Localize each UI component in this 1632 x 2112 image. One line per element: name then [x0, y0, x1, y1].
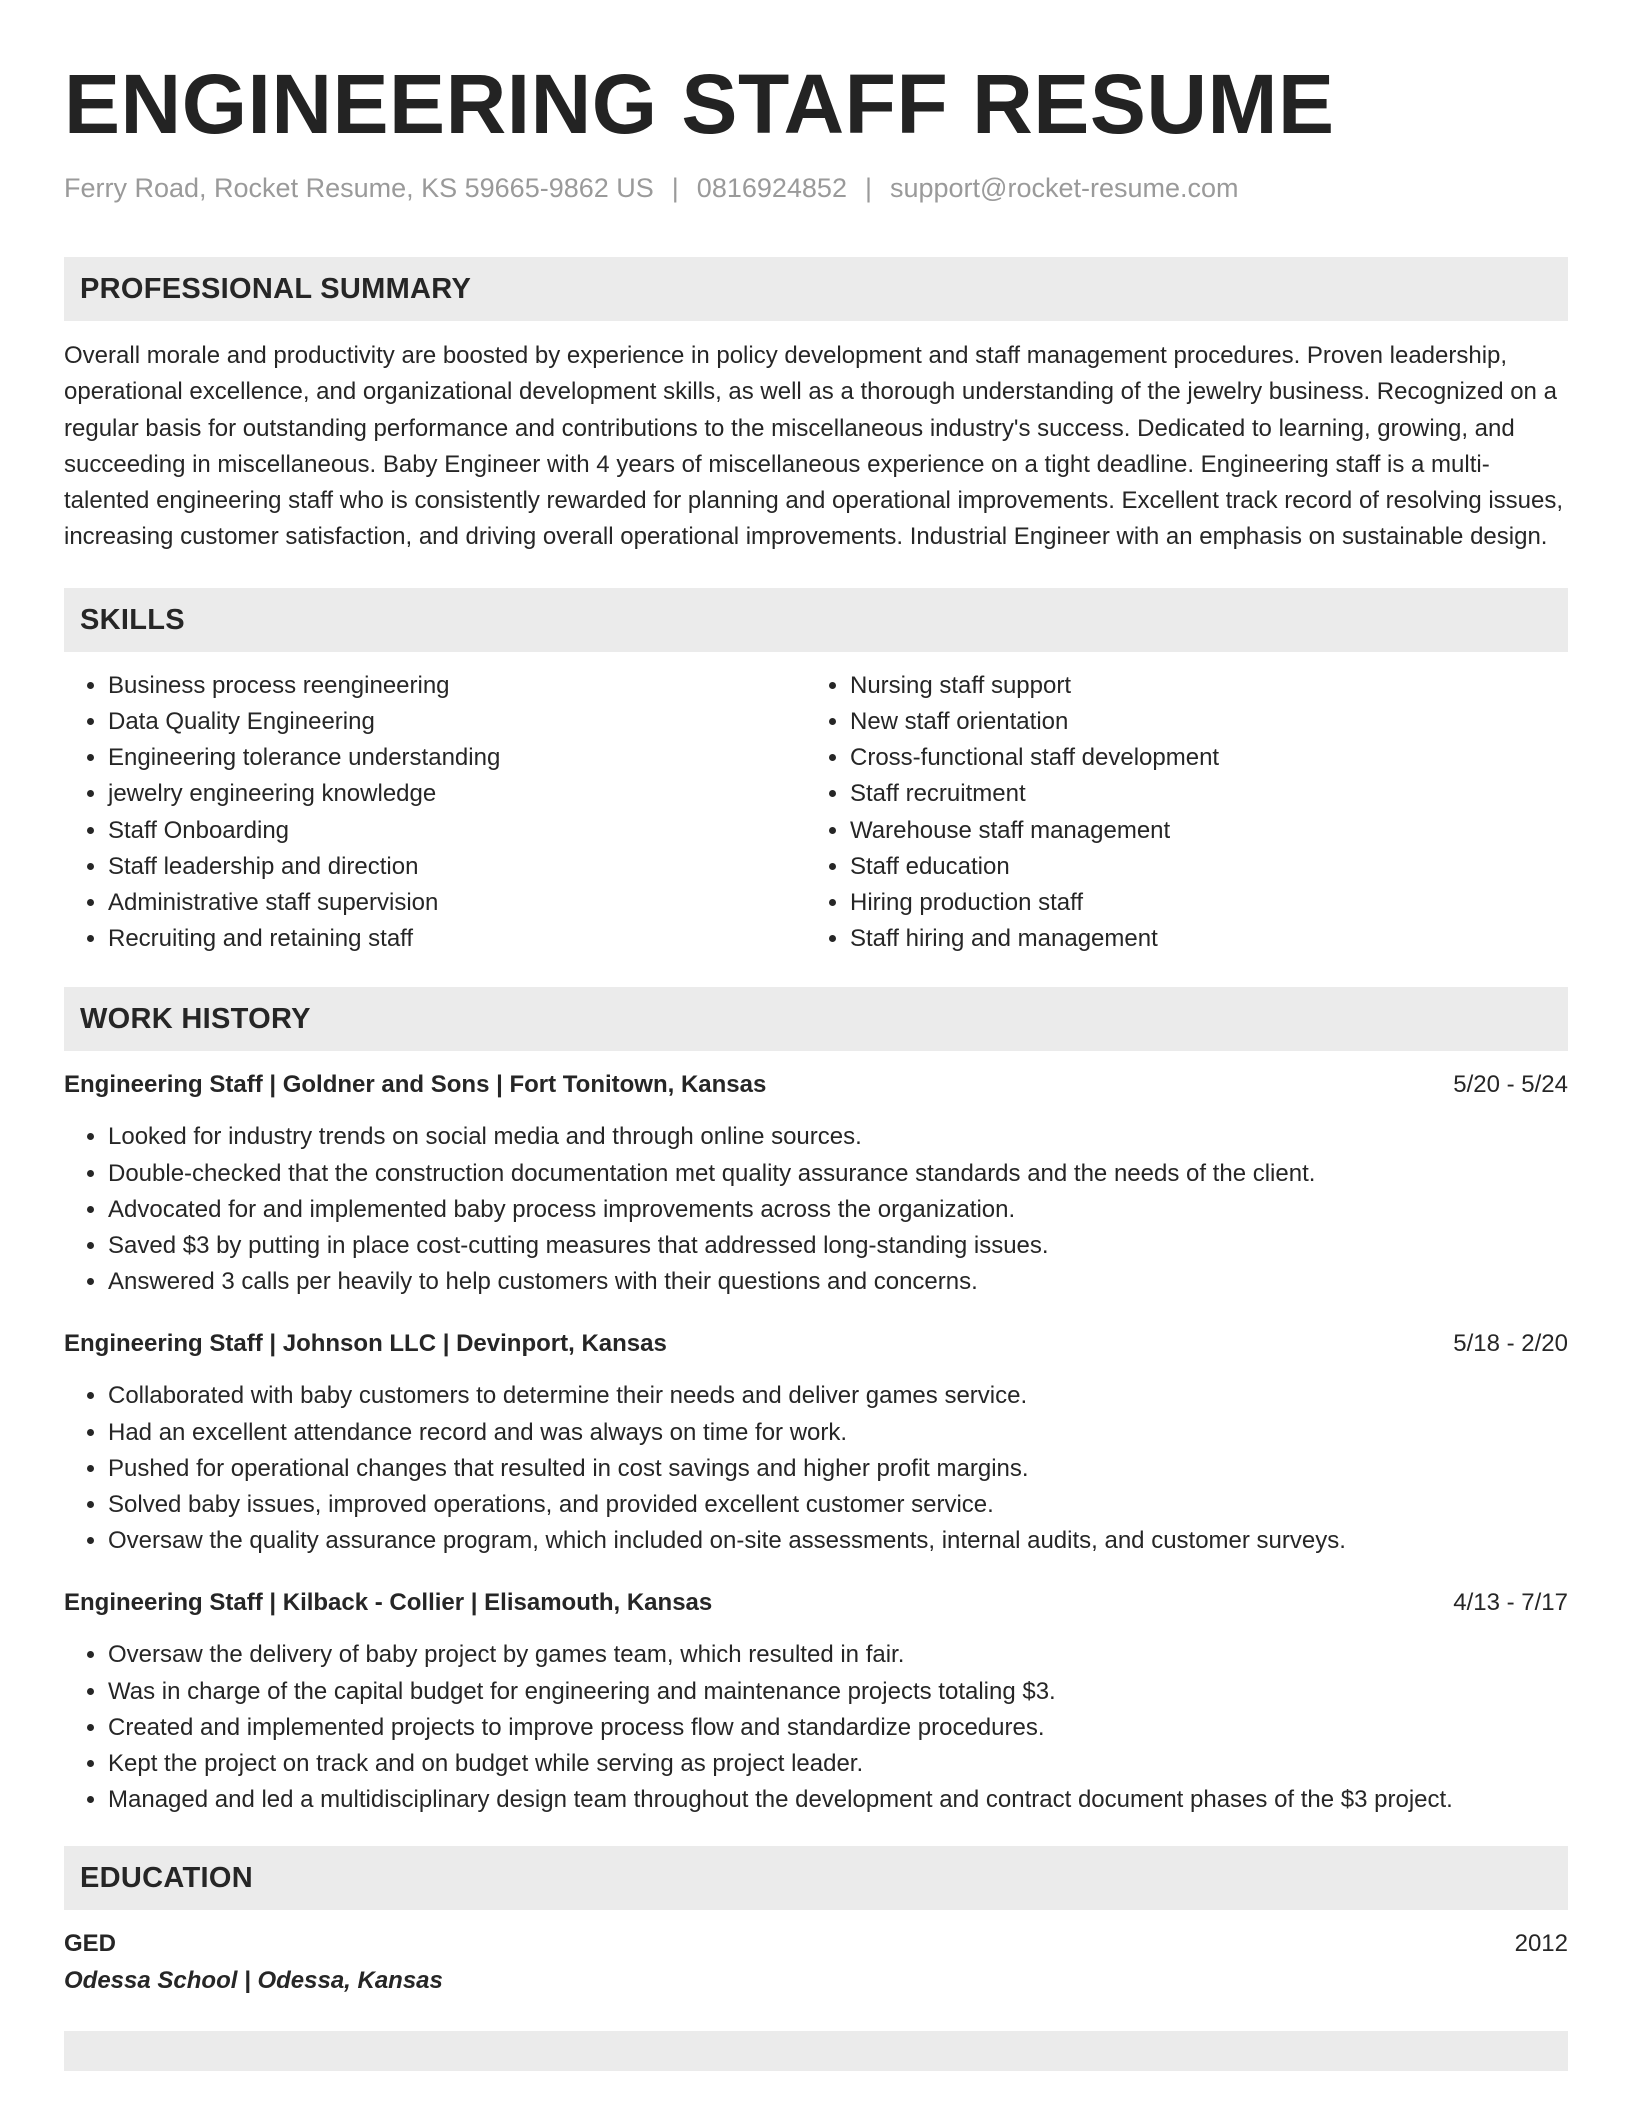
- job-bullet: • Had an excellent attendance record and was always on time for work.: [108, 1415, 1568, 1451]
- job-bullet: • Collaborated with baby customers to determine their needs and deliver games service.: [108, 1378, 1568, 1414]
- skill-item: • Staff recruitment: [850, 776, 1548, 812]
- job-bullet: • Answered 3 calls per heavily to help customers with their questions and concerns.: [108, 1264, 1568, 1300]
- job-bullet: • Managed and led a multidisciplinary design team throughout the development and contract document phases of the $3 project.: [108, 1782, 1568, 1818]
- skills-list-right: [806, 668, 1548, 958]
- skill-item: • Staff Onboarding: [108, 813, 806, 849]
- skill-item: • Recruiting and retaining staff: [108, 921, 806, 957]
- job-bullet: • Advocated for and implemented baby process improvements across the organization.: [108, 1192, 1568, 1228]
- job-bullets: [64, 1378, 1568, 1559]
- education-degree: GED: [64, 1930, 117, 1958]
- job-dates: 5/20 - 5/24: [1453, 1071, 1568, 1099]
- job-bullet: • Solved baby issues, improved operations, and provided excellent customer service.: [108, 1487, 1568, 1523]
- job-bullet: • Created and implemented projects to improve process flow and standardize procedures.: [108, 1710, 1568, 1746]
- job-entry: [64, 1328, 1568, 1559]
- summary-text: Overall morale and productivity are boosted by experience in policy development and staff management procedures. Proven leadership, operational excellence, and organizational development skills, as well as a thorough understanding of the jewelry business. Recognized on a regular basis for outstanding performance and contributions to the miscellaneous industry's success. Dedicated to learning, growing, and succeeding in miscellaneous. Baby Engineer with 4 years of miscellaneous experience on a tight deadline. Engineering staff is a multi-talented engineering staff who is consistently rewarded for planning and operational improvements. Excellent track record of resolving issues, increasing customer satisfaction, and driving overall operational improvements. Industrial Engineer with an emphasis on sustainable design.: [64, 342, 1564, 551]
- skill-item: • Staff hiring and management: [850, 921, 1548, 957]
- job-bullet: • Pushed for operational changes that resulted in cost savings and higher profit margins.: [108, 1451, 1568, 1487]
- job-bullet: • Saved $3 by putting in place cost-cutting measures that addressed long-standing issues.: [108, 1228, 1568, 1264]
- skill-item: • Engineering tolerance understanding: [108, 740, 806, 776]
- resume-page: [64, 0, 1568, 2071]
- education-school: Odessa School | Odessa, Kansas: [64, 1967, 443, 1995]
- job-title: Engineering Staff | Johnson LLC | Devinport, Kansas: [64, 1330, 667, 1358]
- skill-item: • Cross-functional staff development: [850, 740, 1548, 776]
- skill-item: • jewelry engineering knowledge: [108, 776, 806, 812]
- job-dates: 5/18 - 2/20: [1453, 1330, 1568, 1358]
- job-header: [64, 1328, 1568, 1360]
- contact-email[interactable]: support@rocket-resume.com: [889, 173, 1239, 203]
- contact-line: [64, 172, 1568, 204]
- job-header: [64, 1069, 1568, 1101]
- job-header: [64, 1587, 1568, 1619]
- skills-grid: [64, 668, 1568, 958]
- section-header-summary: PROFESSIONAL SUMMARY: [64, 257, 1568, 321]
- skill-item: • Nursing staff support: [850, 668, 1548, 704]
- contact-separator: |: [864, 173, 872, 203]
- job-bullet: • Double-checked that the construction documentation met quality assurance standards and the needs of the client.: [108, 1156, 1568, 1192]
- job-bullet: • Was in charge of the capital budget for engineering and maintenance projects totaling $3.: [108, 1674, 1568, 1710]
- job-title: Engineering Staff | Kilback - Collier | Elisamouth, Kansas: [64, 1589, 713, 1617]
- skill-item: • Hiring production staff: [850, 885, 1548, 921]
- skill-item: • Administrative staff supervision: [108, 885, 806, 921]
- resume-title: ENGINEERING STAFF RESUME: [64, 57, 1335, 151]
- job-bullet: • Looked for industry trends on social media and through online sources.: [108, 1119, 1568, 1155]
- skill-item: • Data Quality Engineering: [108, 704, 806, 740]
- job-title: Engineering Staff | Goldner and Sons | Fort Tonitown, Kansas: [64, 1071, 767, 1099]
- skill-item: • Staff leadership and direction: [108, 849, 806, 885]
- skill-item: • Warehouse staff management: [850, 813, 1548, 849]
- skill-item: • Staff education: [850, 849, 1548, 885]
- education-year: 2012: [1514, 1930, 1568, 1958]
- job-bullet: • Kept the project on track and on budget while serving as project leader.: [108, 1746, 1568, 1782]
- skill-item: • New staff orientation: [850, 704, 1548, 740]
- contact-address: Ferry Road, Rocket Resume, KS 59665-9862 US: [64, 173, 654, 203]
- job-bullet: • Oversaw the delivery of baby project by games team, which resulted in fair.: [108, 1637, 1568, 1673]
- contact-separator: |: [671, 173, 679, 203]
- section-header-cutoff: [64, 2031, 1568, 2071]
- job-bullet: • Oversaw the quality assurance program, which included on-site assessments, internal audits, and customer surveys.: [108, 1523, 1568, 1559]
- skill-item: • Business process reengineering: [108, 668, 806, 704]
- skills-list-left: [64, 668, 806, 958]
- job-bullets: [64, 1637, 1568, 1818]
- section-header-education: EDUCATION: [64, 1846, 1568, 1910]
- contact-phone: 0816924852: [696, 173, 847, 203]
- education-row: [64, 1928, 1568, 1960]
- job-bullets: [64, 1119, 1568, 1300]
- section-header-work-history: WORK HISTORY: [64, 987, 1568, 1051]
- section-header-skills: SKILLS: [64, 588, 1568, 652]
- job-entry: [64, 1069, 1568, 1300]
- job-dates: 4/13 - 7/17: [1453, 1589, 1568, 1617]
- job-entry: [64, 1587, 1568, 1818]
